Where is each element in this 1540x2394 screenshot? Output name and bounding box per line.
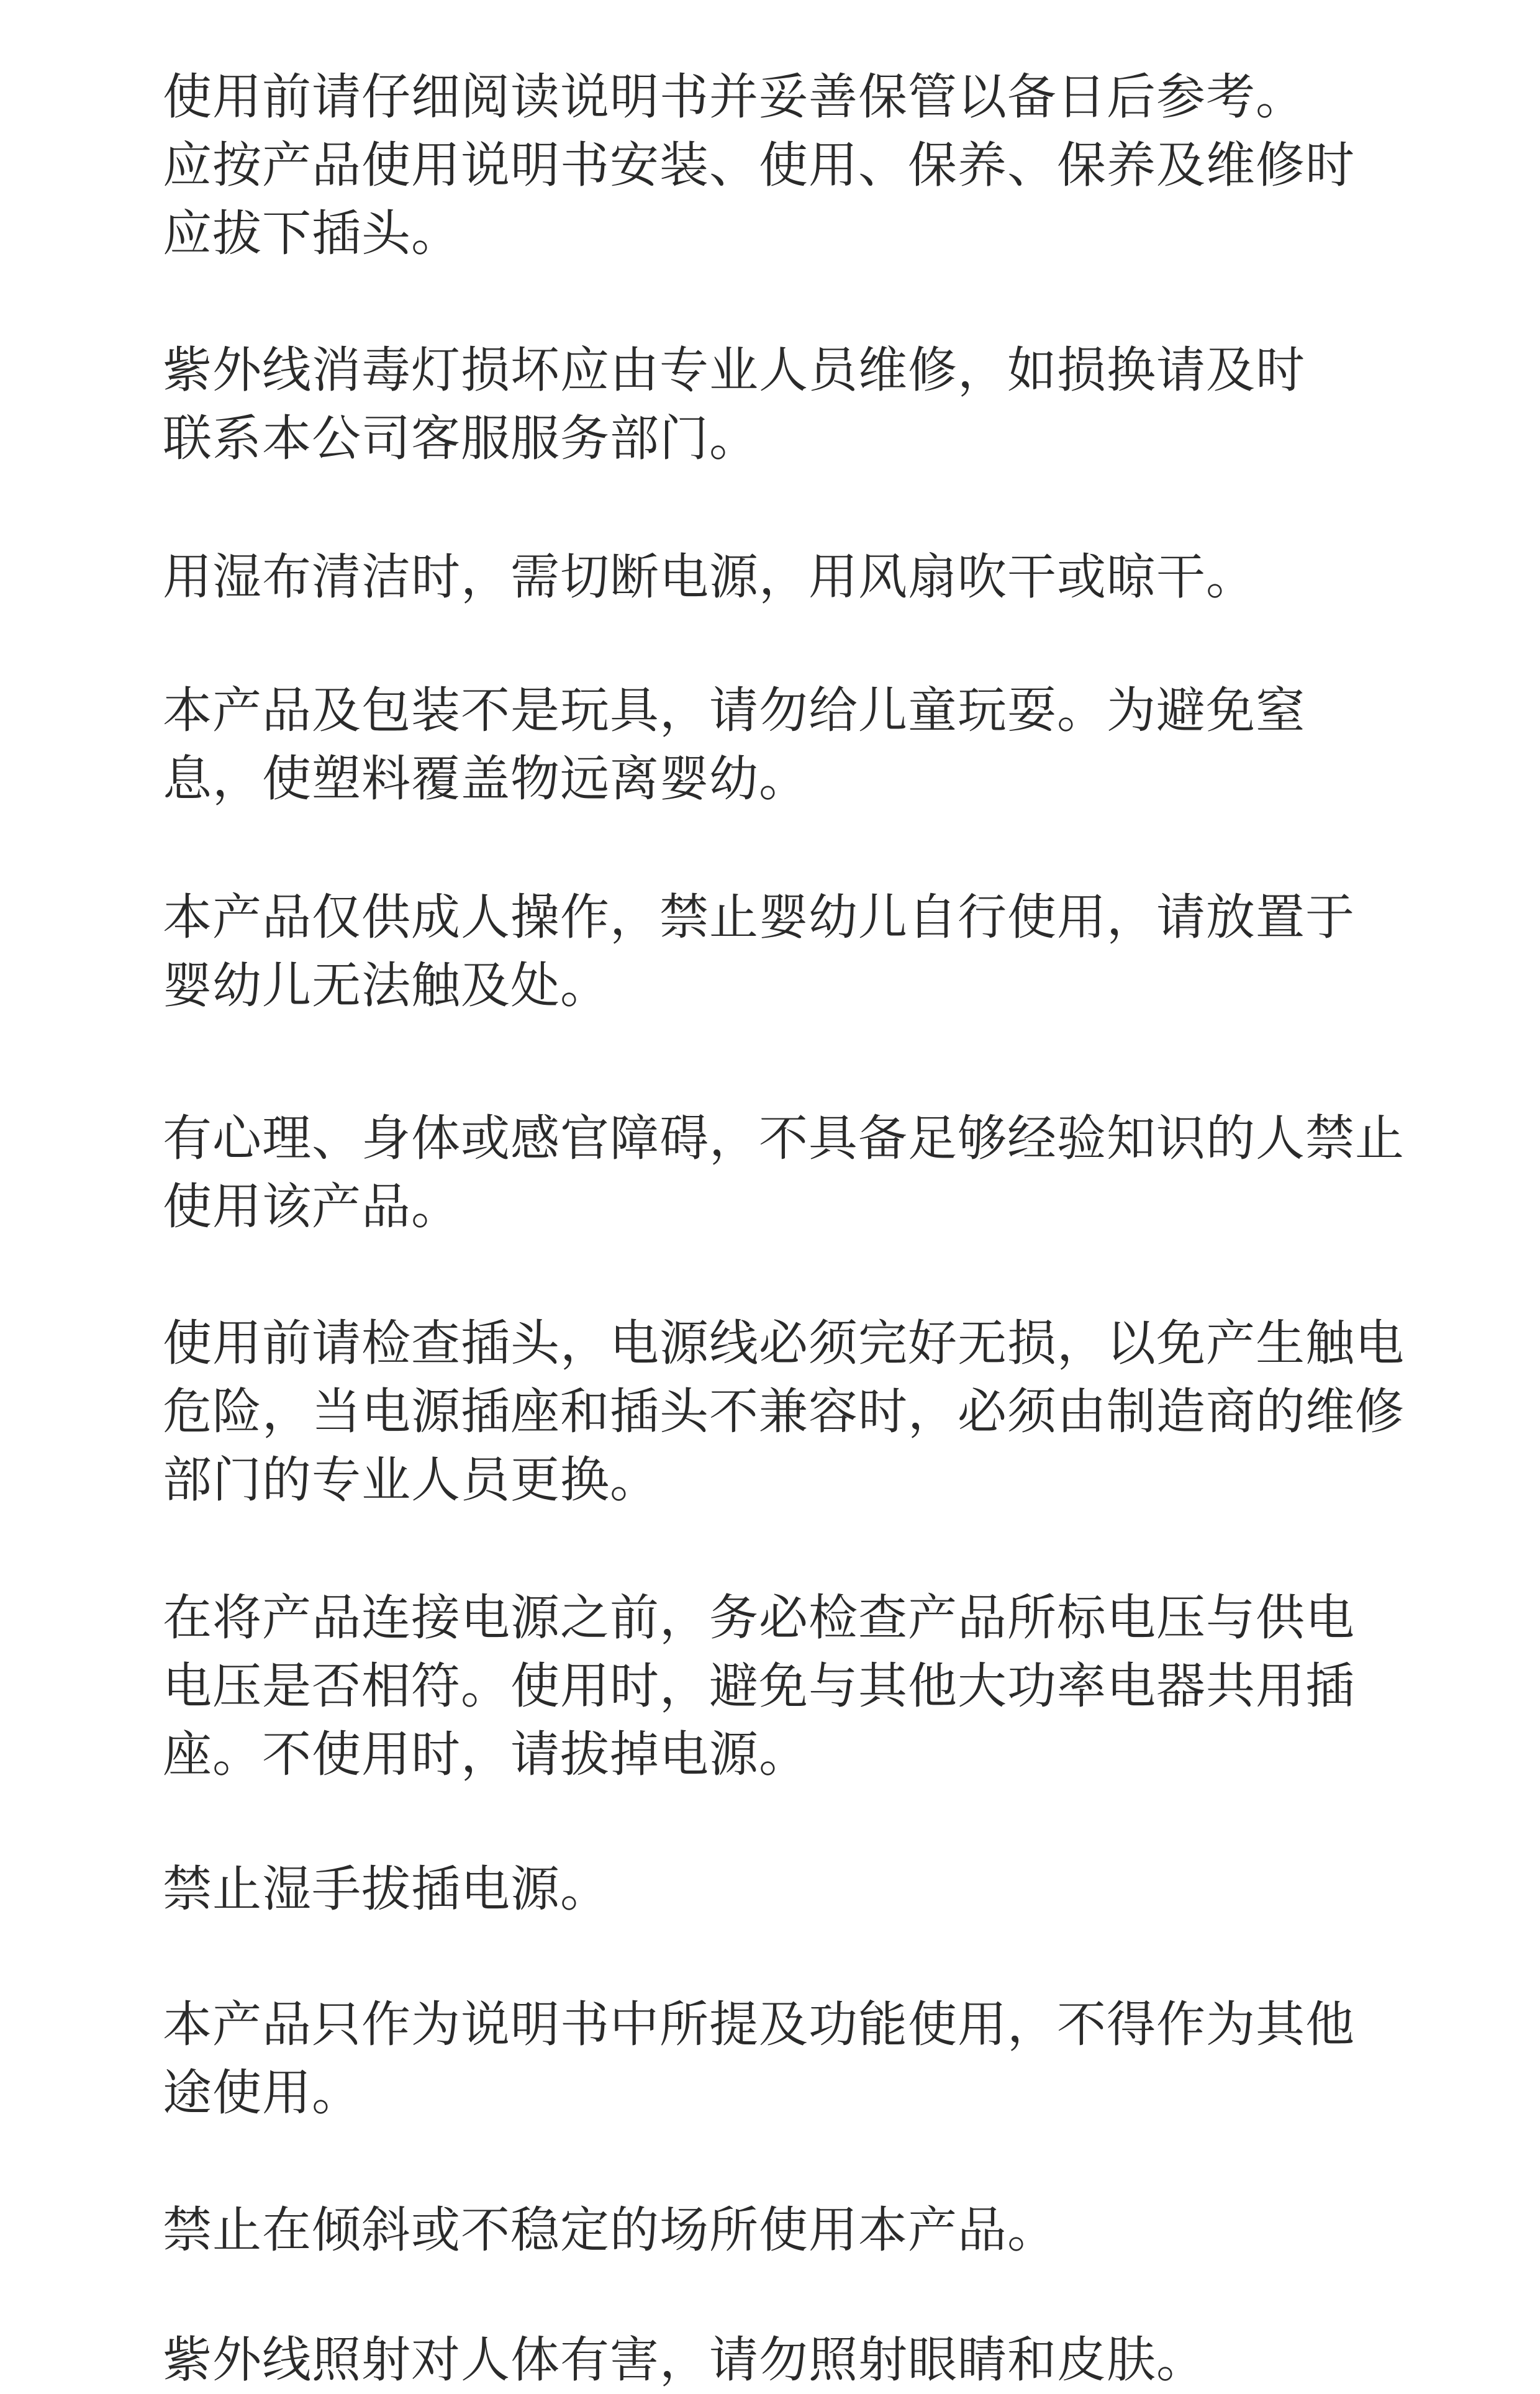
text-line: 途使用。 [163,2064,361,2121]
text-line: 使用前请检查插头，电源线必须完好无损，以免产生触电 [163,1315,1405,1372]
paragraph-uv-lamp-repair [163,336,1305,473]
text-line: 息，使塑料覆盖物远离婴幼。 [163,750,808,807]
paragraph-stable-surface [163,2196,1057,2264]
paragraph-check-plug [163,1309,1405,1514]
text-line: 联系本公司客服服务部门。 [163,410,759,467]
paragraph-cleaning [163,543,1256,611]
text-line: 座。不使用时，请拔掉电源。 [163,1726,808,1783]
paragraph-uv-hazard [163,2326,1206,2394]
text-line: 本产品仅供成人操作，禁止婴幼儿自行使用，请放置于 [163,889,1355,946]
text-line: 危险，当电源插座和插头不兼容时，必须由制造商的维修 [163,1383,1405,1440]
text-line: 紫外线消毒灯损坏应由专业人员维修，如损换请及时 [163,342,1305,399]
paragraph-adults-only [163,883,1355,1020]
text-line: 本产品只作为说明书中所提及功能使用，不得作为其他 [163,1996,1355,2053]
text-line: 禁止在倾斜或不稳定的场所使用本产品。 [163,2201,1057,2259]
text-line: 在将产品连接电源之前，务必检查产品所标电压与供电 [163,1589,1355,1646]
paragraph-check-voltage [163,1584,1355,1789]
text-line: 应拔下插头。 [163,205,461,262]
paragraph-not-a-toy [163,676,1305,813]
text-line: 有心理、身体或感官障碍，不具备足够经验知识的人禁止 [163,1110,1405,1167]
text-line: 应按产品使用说明书安装、使用、保养、保养及维修时 [163,137,1355,194]
text-line: 本产品及包装不是玩具，请勿给儿童玩耍。为避免窒 [163,682,1305,739]
text-line: 婴幼儿无法触及处。 [163,957,610,1014]
text-line: 使用该产品。 [163,1178,461,1235]
text-line: 部门的专业人员更换。 [163,1451,659,1508]
paragraph-read-manual [163,63,1355,268]
text-line: 紫外线照射对人体有害，请勿照射眼睛和皮肤。 [163,2331,1206,2388]
text-line: 使用前请仔细阅读说明书并妥善保管以备日后参考。 [163,68,1305,125]
text-line: 用湿布清洁时，需切断电源，用风扇吹干或晾干。 [163,548,1256,605]
paragraph-impaired-users [163,1104,1405,1241]
text-line: 电压是否相符。使用时，避免与其他大功率电器共用插 [163,1657,1355,1715]
paragraph-intended-use [163,1990,1355,2127]
paragraph-wet-hands [163,1855,610,1923]
text-line: 禁止湿手拔插电源。 [163,1861,610,1918]
